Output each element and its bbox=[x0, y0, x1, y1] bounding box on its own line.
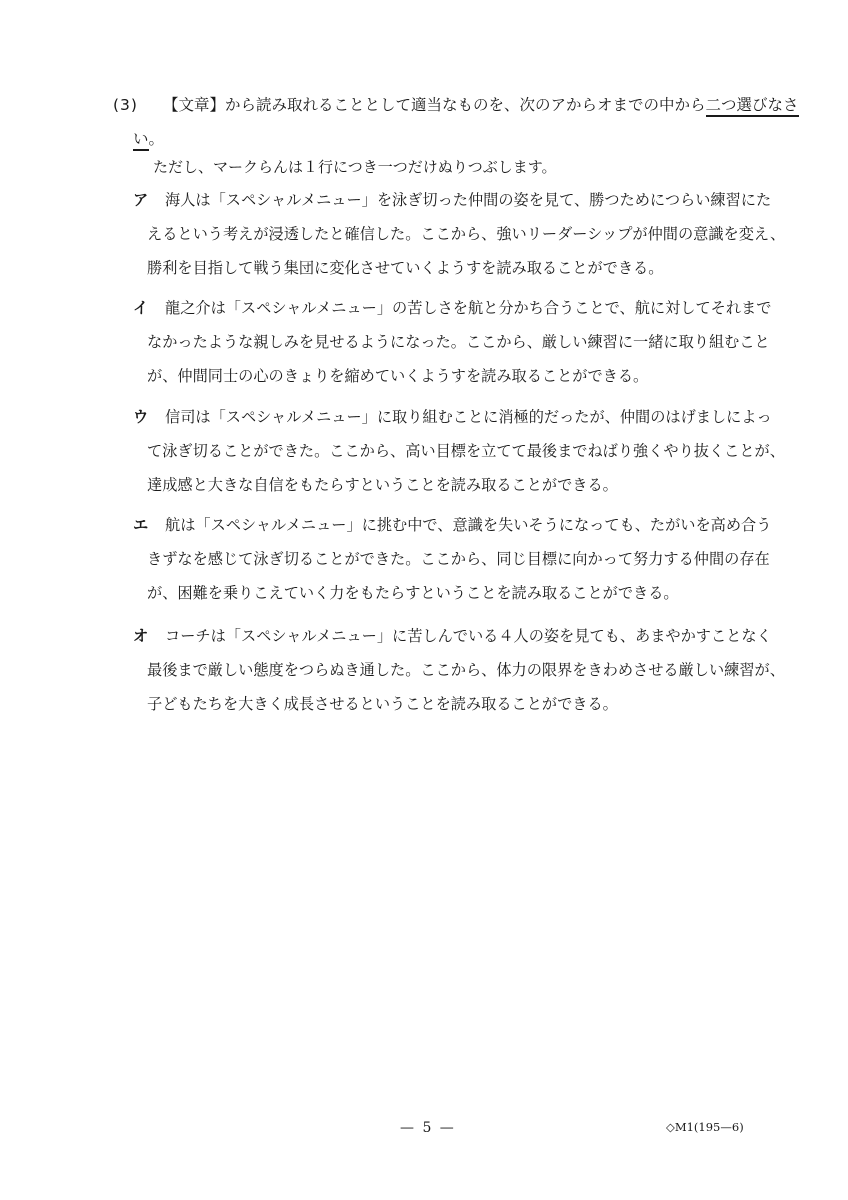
option-line: 最後まで厳しい態度をつらぬき通した。ここから、体力の限界をきわめさせる厳しい練習が、 bbox=[147, 661, 785, 679]
option-label: ア bbox=[133, 191, 149, 209]
option-line: 子どもたちを大きく成長させるということを読み取ることができる。 bbox=[147, 695, 618, 713]
option-label: ウ bbox=[133, 408, 149, 426]
option-label: エ bbox=[133, 516, 149, 534]
option-line: が、仲間同士の心のきょりを縮めていくようすを読み取ることができる。 bbox=[147, 367, 649, 385]
option-line: 信司は「スペシャルメニュー」に取り組むことに消極的だったが、仲間のはげましによっ bbox=[165, 408, 772, 426]
option-line: コーチは「スペシャルメニュー」に苦しんでいる４人の姿を見ても、あまやかすことなく bbox=[165, 627, 772, 645]
option-line: 勝利を目指して戦う集団に変化させていくようすを読み取ることができる。 bbox=[147, 259, 664, 277]
question-emphasis-underlined-cont: い bbox=[133, 130, 149, 151]
option-label: オ bbox=[133, 627, 149, 645]
option-line: 海人は「スペシャルメニュー」を泳ぎ切った仲間の姿を見て、勝つためにつらい練習にた bbox=[165, 191, 772, 209]
option-line: えるという考えが浸透したと確信した。ここから、強いリーダーシップが仲間の意識を変え、 bbox=[147, 225, 786, 243]
option-line: が、困難を乗りこえていく力をもたらすということを読み取ることができる。 bbox=[147, 584, 679, 602]
option-line: 達成感と大きな自信をもたらすということを読み取ることができる。 bbox=[147, 476, 618, 494]
option-line: 龍之介は「スペシャルメニュー」の苦しさを航と分かち合うことで、航に対してそれまで bbox=[165, 299, 772, 317]
option-line: て泳ぎ切ることができた。ここから、高い目標を立てて最後までねばり強くやり抜くことが、 bbox=[147, 442, 785, 460]
question-emphasis-underlined: 二つ選びなさ bbox=[706, 96, 799, 117]
option-line: きずなを感じて泳ぎ切ることができた。ここから、同じ目標に向かって努力する仲間の存在 bbox=[147, 550, 770, 568]
question-header bbox=[113, 88, 799, 176]
question-line-1 bbox=[113, 88, 799, 122]
option-line: なかったような親しみを見せるようになった。ここから、厳しい練習に一緒に取り組むこと bbox=[147, 333, 770, 351]
question-note: ただし、マークらんは１行につき一つだけぬりつぶします。 bbox=[153, 158, 557, 176]
option-line: 航は「スペシャルメニュー」に挑む中で、意識を失いそうになっても、たがいを高め合う bbox=[165, 516, 772, 534]
question-period: 。 bbox=[148, 130, 165, 148]
exam-code: ◇M1(195—6) bbox=[666, 1120, 744, 1134]
page-number: — 5 — bbox=[400, 1120, 456, 1136]
question-number: (3) bbox=[113, 96, 138, 114]
option-label: イ bbox=[133, 299, 149, 317]
question-instruction: 【文章】から読み取れることとして適当なものを、次のアからオまでの中から bbox=[163, 96, 706, 114]
